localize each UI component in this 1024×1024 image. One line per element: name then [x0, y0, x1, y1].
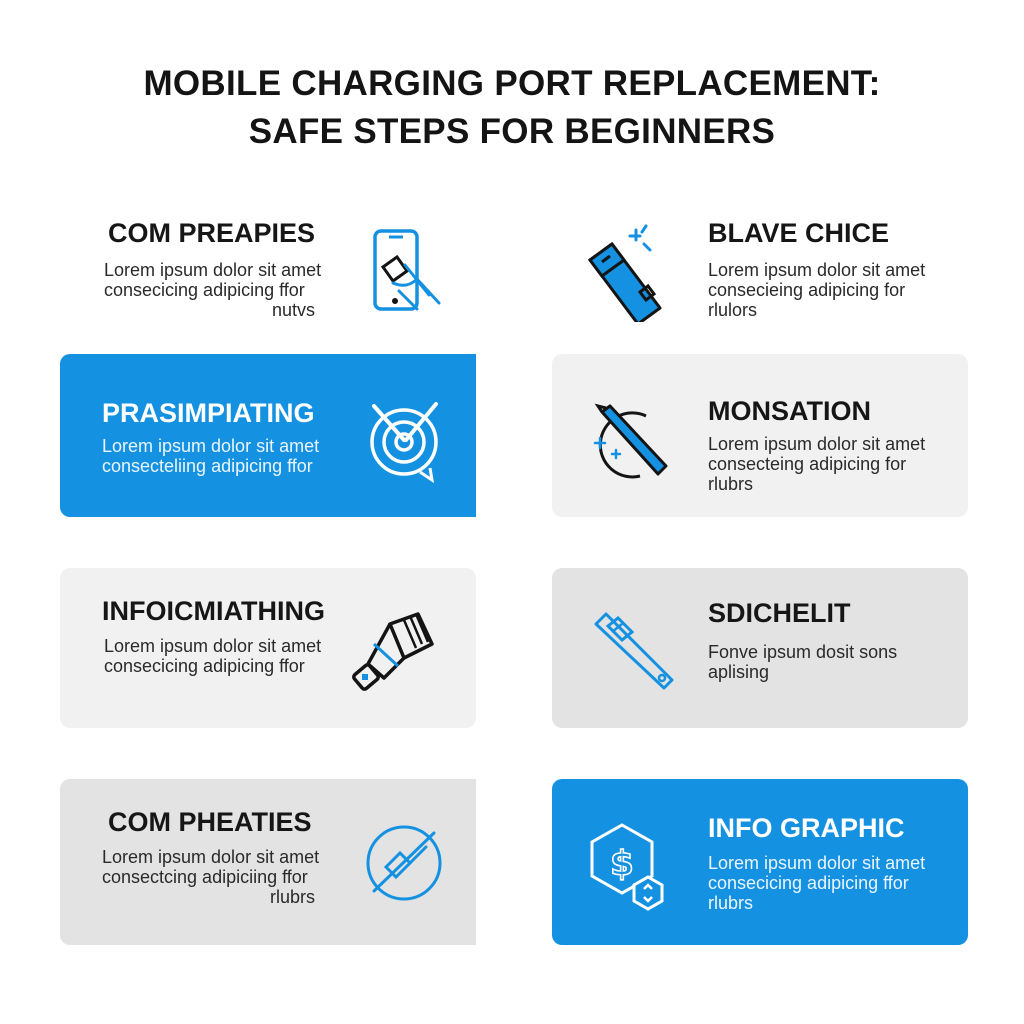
card-body-line: consecicing adipicing ffor	[104, 280, 305, 300]
card-body-line: aplising	[708, 662, 770, 682]
page-title-line-1: MOBILE CHARGING PORT REPLACEMENT:	[143, 64, 881, 103]
card-body-line: rlubrs	[270, 887, 316, 907]
usb-connector-icon	[350, 604, 440, 704]
dollar-hexagon-icon	[582, 813, 672, 913]
step-card-infoicmiathing	[60, 568, 476, 728]
card-body	[708, 853, 925, 913]
card-body-line: Fonve ipsum dosit sons	[708, 642, 898, 662]
step-card-com-pheaties	[60, 779, 476, 945]
card-body-line: consectcing adipiciing ffor	[102, 867, 308, 887]
target-tools-icon	[360, 392, 450, 492]
card-heading: INFO GRAPHIC	[708, 813, 905, 843]
card-body	[102, 436, 319, 476]
pen-sparkle-icon	[580, 392, 670, 492]
phone-hand-icon	[365, 225, 455, 325]
card-body-line: consecieing adipicing for	[708, 280, 906, 300]
card-body-line: Lorem ipsum dolor sit amet	[102, 847, 320, 867]
card-heading: COM PREAPIES	[108, 218, 316, 248]
card-body-line: Lorem ipsum dolor sit amet	[708, 434, 926, 454]
page-title-line-2: SAFE STEPS FOR BEGINNERS	[248, 112, 776, 151]
no-plug-icon	[360, 813, 450, 913]
card-body	[104, 636, 321, 676]
card-body	[102, 847, 319, 907]
card-body-line: Lorem ipsum dolor sit amet	[708, 853, 926, 873]
page-title	[0, 60, 1024, 156]
card-body	[708, 642, 897, 682]
step-card-monsation	[552, 354, 968, 517]
card-body-line: Lorem ipsum dolor sit amet	[102, 436, 320, 456]
spudger-tool-icon	[586, 602, 676, 702]
step-card-info-graphic	[552, 779, 968, 945]
card-body-line: Lorem ipsum dolor sit amet	[708, 260, 926, 280]
card-body-line: Lorem ipsum dolor sit amet	[104, 636, 322, 656]
card-heading: INFOICMIATHING	[102, 596, 325, 626]
card-body-line: rlubrs	[708, 893, 754, 913]
card-body-line: consecteing adipicing for	[708, 454, 907, 474]
step-card-sdichelit	[552, 568, 968, 728]
card-body-line: rlulors	[708, 300, 758, 320]
card-body-line: consecicing adipicing ffor	[104, 656, 305, 676]
svg-text:$: $	[610, 844, 634, 884]
card-body-line: nutvs	[272, 300, 316, 320]
charging-cable-icon	[580, 222, 670, 322]
card-heading: BLAVE CHICE	[708, 218, 890, 248]
card-heading: PRASIMPIATING	[102, 398, 315, 428]
card-body	[104, 260, 321, 320]
step-card-prasimpiating	[60, 354, 476, 517]
card-heading: SDICHELIT	[708, 598, 851, 628]
card-body	[708, 260, 925, 320]
card-body	[708, 434, 925, 494]
card-heading: COM PHEATIES	[108, 807, 312, 837]
card-body-line: rlubrs	[708, 474, 754, 494]
step-card-com-preapies	[60, 200, 475, 335]
card-heading: MONSATION	[708, 396, 871, 426]
card-body-line: consecteliing adipicing ffor	[102, 456, 313, 476]
step-card-blave-chice	[552, 200, 968, 335]
card-body-line: consecicing adipicing ffor	[708, 873, 909, 893]
card-body-line: Lorem ipsum dolor sit amet	[104, 260, 322, 280]
